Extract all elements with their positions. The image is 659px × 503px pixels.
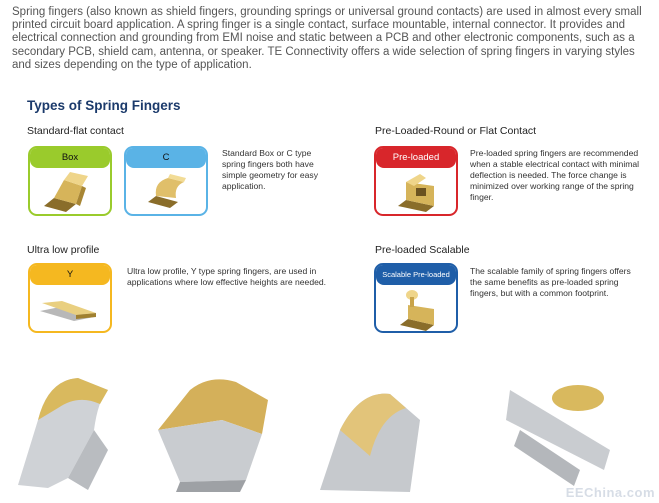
card-y-title: Y — [30, 265, 110, 285]
description-standard-flat: Standard Box or C type spring fingers both have simple geometry for easy application. — [222, 148, 318, 191]
product-photo-strip — [0, 360, 659, 503]
spring-finger-photo-4 — [500, 360, 620, 500]
description-preloaded-round: Pre-loaded spring fingers are recommended when a stable electrical contact with minimal deflection is needed. The force change is minimized over working range of the spring finger. — [470, 148, 640, 202]
spring-finger-photo-3 — [310, 360, 440, 500]
category-label-preloaded-round: Pre-Loaded-Round or Flat Contact — [375, 125, 537, 137]
scalable-spring-finger-image — [376, 283, 456, 333]
section-title: Types of Spring Fingers — [27, 98, 181, 113]
intro-paragraph: Spring fingers (also known as shield fingers, grounding springs or universal ground contacts) are used in almost every small printed circuit board application. A spring finger is a single contact, surface mountable, internal connector. It provides and electrical connection and grounding from EMI noise and static between a PCB and other electronic components, such as a secondary PCB, shield cam, antenna, or speaker. TE Connectivity offers a wide selection of spring fingers in varying styles and sizes depending on the type of application. — [12, 6, 642, 71]
box-spring-finger-image — [30, 166, 110, 216]
spring-finger-photo-2 — [150, 360, 280, 500]
card-pre-loaded-title: Pre-loaded — [376, 148, 456, 168]
card-box-title: Box — [30, 148, 110, 168]
card-c — [124, 146, 208, 216]
pre-loaded-spring-finger-image — [376, 166, 456, 216]
card-scalable-pre-loaded-title: Scalable Pre-loaded — [376, 265, 456, 285]
y-spring-finger-image — [30, 283, 110, 333]
card-c-title: C — [126, 148, 206, 168]
category-label-ultra-low: Ultra low profile — [27, 244, 100, 256]
card-y — [28, 263, 112, 333]
card-box — [28, 146, 112, 216]
card-pre-loaded — [374, 146, 458, 216]
c-spring-finger-image — [126, 166, 206, 216]
category-label-preloaded-scalable: Pre-loaded Scalable — [375, 244, 470, 256]
watermark: EEChina.com — [565, 485, 655, 500]
description-ultra-low: Ultra low profile, Y type spring fingers, are used in applications where low effective heights are needed. — [127, 266, 327, 287]
card-scalable-pre-loaded — [374, 263, 458, 333]
description-preloaded-scalable: The scalable family of spring fingers offers the same benefits as pre-loaded spring fingers, but with a common footprint. — [470, 266, 631, 298]
spring-finger-photo-1 — [8, 360, 128, 500]
category-label-standard-flat: Standard-flat contact — [27, 125, 124, 137]
